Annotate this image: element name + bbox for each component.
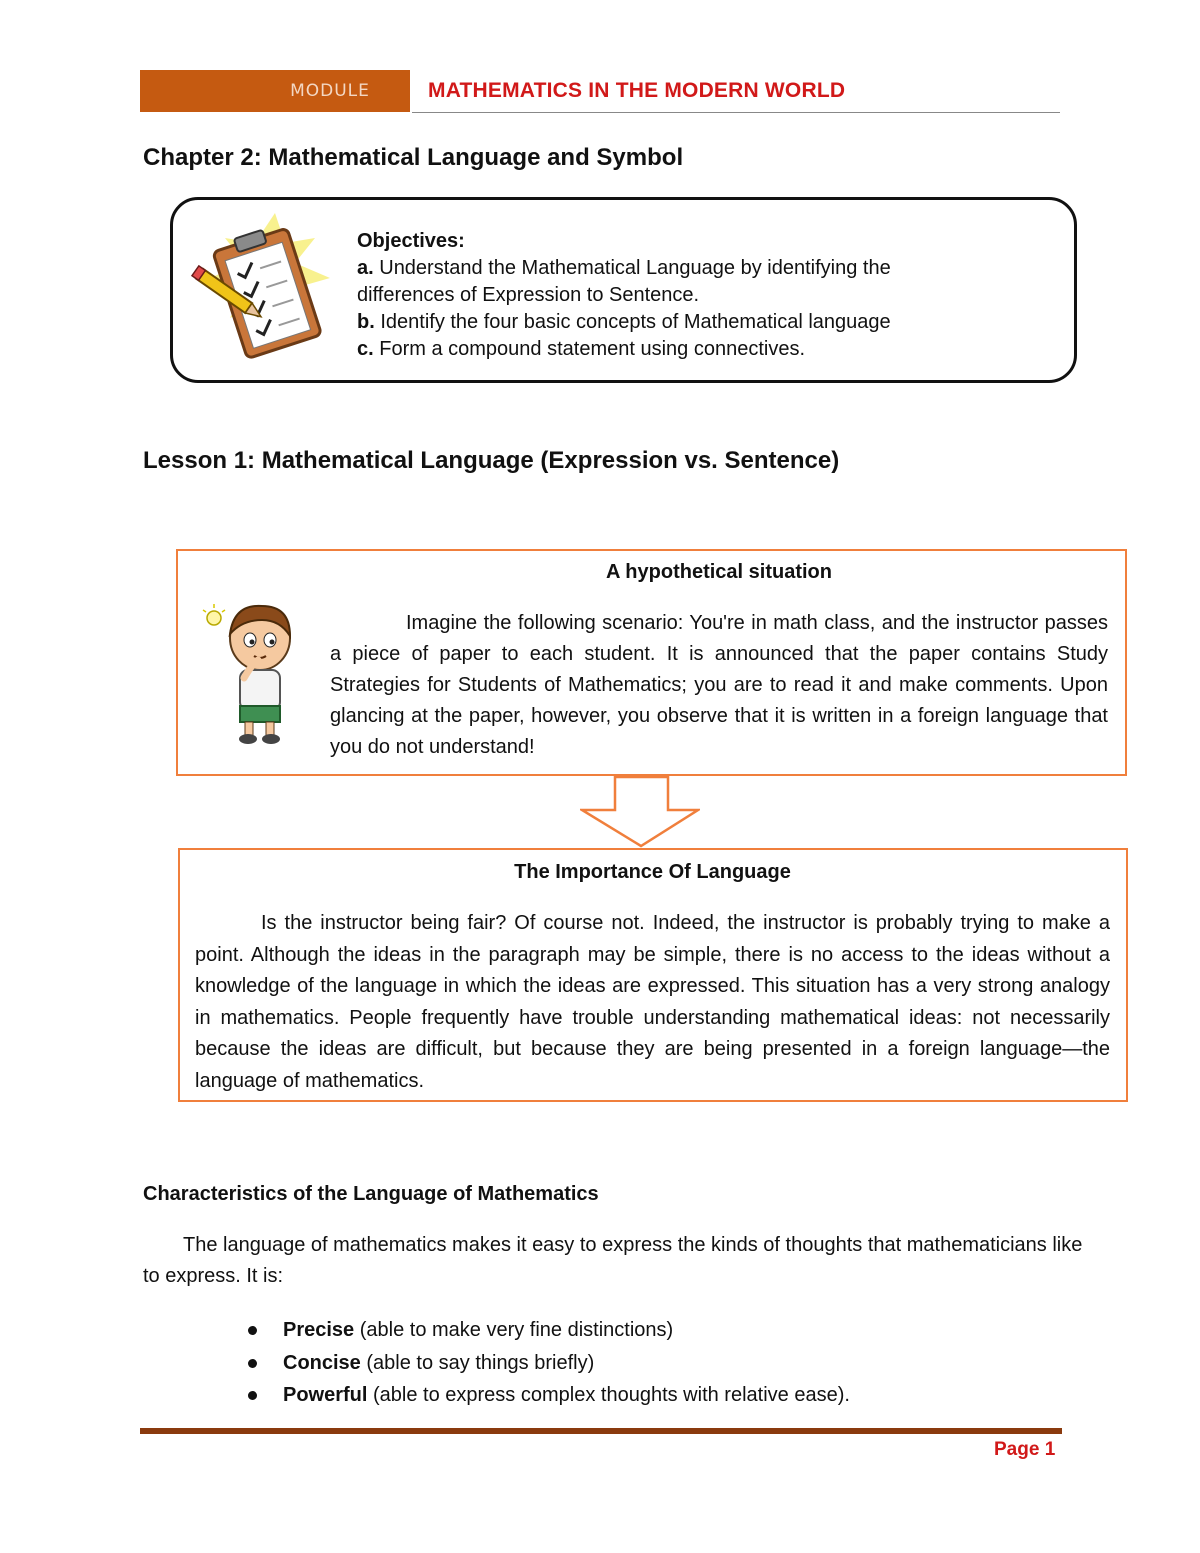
characteristics-list: [245, 1314, 1065, 1412]
hypothetical-paragraph: Imagine the following scenario: You're in math class, and the instructor passes a piece of paper to each student. It is announced that the paper contains Study Strategies for Students of Mathematics; you are to read it and make comments. Upon glancing at the paper, however, you observe that it is written in a foreign language that you do not understand!: [330, 612, 1108, 758]
down-arrow-icon: [580, 776, 700, 848]
hypothetical-heading: A hypothetical situation: [606, 561, 832, 583]
bullet-icon: [248, 1391, 257, 1400]
module-label: MODULE: [140, 70, 410, 112]
characteristics-paragraph: The language of mathematics makes it easy to express the kinds of thoughts that mathematicians like to express. It is:: [143, 1234, 1083, 1287]
thinking-boy-icon: [200, 598, 310, 746]
bullet-icon: [248, 1359, 257, 1368]
importance-heading: The Importance Of Language: [514, 861, 791, 883]
objectives-list: [357, 228, 1047, 363]
objective-a: a. Understand the Mathematical Language by identifying the: [357, 257, 891, 279]
characteristics-heading: Characteristics of the Language of Mathematics: [143, 1183, 599, 1205]
objective-c: c. Form a compound statement using connectives.: [357, 338, 806, 360]
page-number: Page 1: [994, 1439, 1056, 1460]
header-divider: [412, 112, 1060, 113]
bullet-icon: [248, 1326, 257, 1335]
module-title: MATHEMATICS IN THE MODERN WORLD: [428, 79, 846, 102]
objective-b: b. Identify the four basic concepts of Mathematical language: [357, 311, 891, 333]
objective-a-continuation: differences of Expression to Sentence.: [357, 284, 700, 306]
chapter-title: Chapter 2: Mathematical Language and Symbol: [143, 144, 684, 171]
list-item: Precise (able to make very fine distinctions): [245, 1314, 1065, 1347]
list-item: Powerful (able to express complex thoughts with relative ease).: [245, 1379, 1065, 1412]
list-item: Concise (able to say things briefly): [245, 1347, 1065, 1380]
clipboard-checklist-icon: [190, 208, 340, 368]
lesson-title: Lesson 1: Mathematical Language (Expression vs. Sentence): [143, 447, 840, 474]
objectives-heading: Objectives:: [357, 230, 465, 252]
footer-divider: [140, 1428, 1062, 1434]
importance-paragraph: Is the instructor being fair? Of course not. Indeed, the instructor is probably trying to make a point. Although the ideas in the paragraph may be simple, there is no access to the ideas without a knowledge of the language in which the ideas are expressed. This situation has a very strong analogy in mathematics. People frequently have trouble understanding mathematical ideas: not necessarily because the ideas are difficult, but because they are being presented in a foreign language—the language of mathematics.: [195, 912, 1110, 1092]
